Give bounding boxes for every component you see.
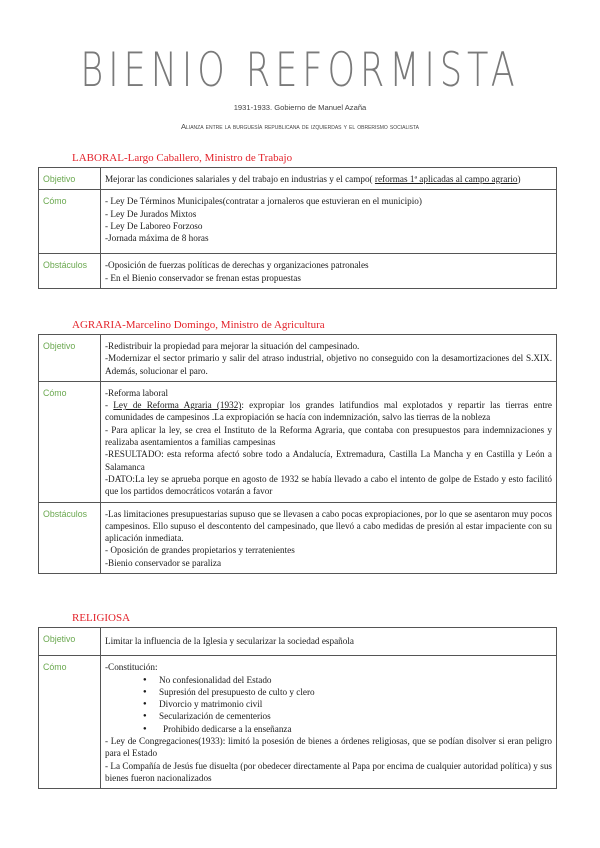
table-row [39, 656, 557, 789]
text: ) [517, 174, 521, 184]
table-row [39, 254, 557, 289]
bullet-item: ● Prohibido dedicarse a la enseñanza [159, 723, 552, 735]
bullet-item: ● Supresión del presupuesto de culto y clero [159, 686, 552, 698]
list-item: -Jornada máxima de 8 horas [105, 233, 209, 244]
list-item: - Para aplicar la ley, se crea el Instituto de la Reforma Agraria, que contaba con presupuestos para indemnizaciones y realizaba asentamientos a familias campesinas [105, 424, 552, 448]
laboral-objetivo [101, 168, 557, 190]
list-item: - Ley De Términos Municipales(contratar a jornaleros que estuvieran en el municipio) [105, 196, 422, 207]
table-row [39, 190, 557, 254]
section-title-laboral: LABORAL-Largo Caballero, Ministro de Trabajo [72, 152, 293, 164]
laboral-como [101, 190, 557, 254]
table-row [39, 628, 557, 656]
list-item: -Bienio conservador se paraliza [105, 557, 222, 568]
list-item: -Reforma laboral [105, 387, 169, 398]
table-row [39, 168, 557, 190]
list-item: -DATO:La ley se aprueba porque en agosto de 1932 se había llevado a cabo el intento de golpe de Estado y esto facilitó que los partidos democráticos votarán a favor [105, 473, 552, 497]
list-item: -Redistribuir la propiedad para mejorar la situación del campesinado. [105, 341, 360, 351]
section-title-agraria: AGRARIA-Marcelino Domingo, Ministro de Agricultura [72, 319, 325, 331]
list-item: - Oposición de grandes propietarios y terratenientes [105, 545, 295, 556]
list-item: -Constitución: [105, 662, 158, 673]
list-item: -Modernizar el sector primario y salir del atraso industrial, objetivo no conseguido con la desamortizaciones del S.XIX. Además, solucionar el paro. [105, 353, 552, 376]
reformas-link-text: reformas 1ª aplicadas al campo agrario [374, 174, 518, 184]
agraria-como [101, 381, 557, 502]
label-obstaculos: Obstáculos [39, 254, 101, 289]
label-como: Cómo [39, 381, 101, 502]
label-como: Cómo [39, 190, 101, 254]
religiosa-objetivo: Limitar la influencia de la Iglesia y secularizar la sociedad española [101, 628, 557, 656]
text: : expropiar los grandes latifundios mal explotados y repartir las tierras entre comunidades de campesinos .La expropiación se hacía con indemnización, salvo las tierras de la nobleza [105, 400, 553, 423]
table-laboral [38, 167, 557, 289]
page-title: BIENIO REFORMISTA [80, 44, 520, 98]
label-objetivo: Objetivo [39, 628, 101, 656]
table-agraria [38, 334, 557, 574]
bullet-item: ● No confesionalidad del Estado [159, 674, 552, 686]
list-item: -Oposición de fuerzas políticas de derechas y organizaciones patronales [105, 260, 369, 271]
section-title-religiosa: RELIGIOSA [72, 612, 131, 624]
list-item [105, 399, 552, 424]
text: Mejorar las condiciones salariales y del trabajo en industrias y el campo( [105, 174, 375, 184]
list-item: - Ley de Congregaciones(1933): limitó la posesión de bienes a órdenes religiosas, que se podían disolver si eran peligro para el Estado [105, 736, 552, 759]
list-item: - La Compañía de Jesús fue disuelta (por obedecer directamente al Papa por encima de cualquier autoridad política) y sus bienes fueron nacionalizados [105, 760, 552, 783]
subtitle-dates: 1931-1933. Gobierno de Manuel Azaña [233, 103, 367, 112]
label-obstaculos: Obstáculos [39, 502, 101, 573]
agraria-objetivo [101, 335, 557, 382]
laboral-obstaculos [101, 254, 557, 289]
agraria-obstaculos [101, 502, 557, 573]
bullet-item: ● Divorcio y matrimonio civil [159, 698, 552, 710]
ley-reforma-agraria-text: Ley de Reforma Agraria (1932) [113, 400, 242, 411]
table-religiosa [38, 627, 557, 789]
constitucion-bullet-list [105, 674, 552, 735]
table-row [39, 335, 557, 382]
subtitle-alliance: Alianza entre la burguesía republicana de izquierdas y el obrerismo socialista [180, 122, 420, 131]
religiosa-como [101, 656, 557, 789]
bullet-item: ● Secularización de cementerios [159, 710, 552, 722]
table-row [39, 381, 557, 502]
list-item: - Ley De Laboreo Forzoso [105, 220, 203, 231]
list-item: -Las limitaciones presupuestarias supuso que se llevasen a cabo pocas expropiaciones, por lo que se asentaron muy pocos campesinos. Ello supuso el descontento del campesinado, que llevó a cabo medidas de presión al estar impaciente con su aplicación inmediata. [105, 508, 552, 544]
list-item: - En el Bienio conservador se frenan estas propuestas [105, 272, 301, 283]
list-item: - Ley De Jurados Mixtos [105, 208, 197, 219]
table-row [39, 502, 557, 573]
label-objetivo: Objetivo [39, 168, 101, 190]
label-objetivo: Objetivo [39, 335, 101, 382]
label-como: Cómo [39, 656, 101, 789]
text: - [105, 400, 114, 411]
list-item: -RESULTADO: esta reforma afectó sobre todo a Andalucía, Extremadura, Castilla La Mancha y en Castilla y León a Salamanca [105, 449, 552, 472]
